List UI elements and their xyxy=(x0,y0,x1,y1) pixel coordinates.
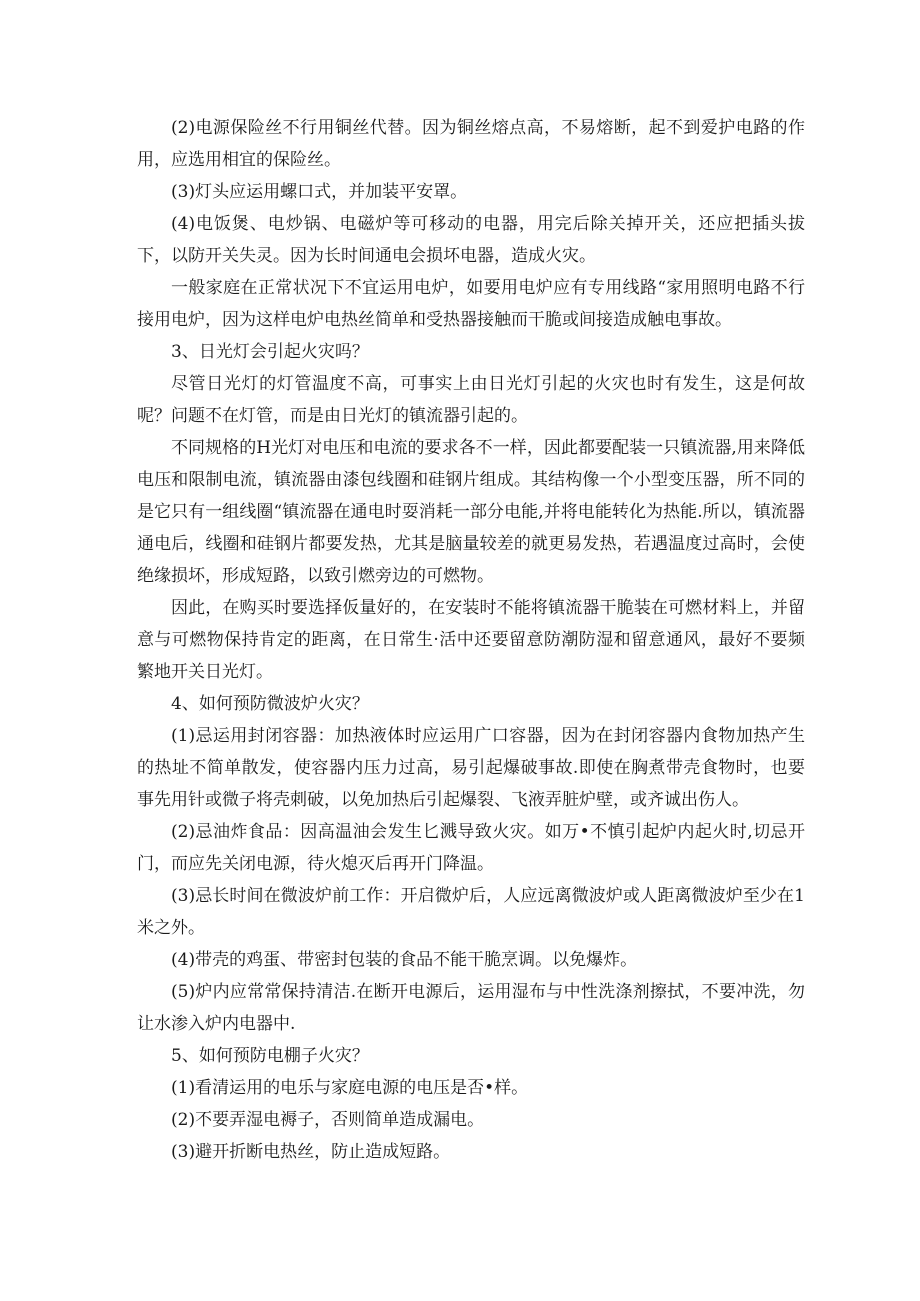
list-item: (4)电饭煲、电炒锅、电磁炉等可移动的电器，用完后除关掉开关，还应把插头拔下，以防开关失灵。因为长时间通电会损坏电器，造成火灾。 xyxy=(137,214,805,266)
list-item: (4)带壳的鸡蛋、带密封包装的食品不能干脆烹调。以免爆炸。 xyxy=(171,950,638,970)
body-paragraph: 因此，在购买时要选择仮量好的，在安装时不能将镇流器干脆装在可燃材料上，并留意与可燃物保持肯定的距离，在日常生·活中还要留意防潮防湿和留意通风，最好不要频繁地开关日光灯。 xyxy=(137,598,805,682)
list-item: (3)灯头应运用螺口式，并加装平安罩。 xyxy=(171,182,468,202)
list-item: (3)忌长时间在微波炉前工作：开启微炉后，人应远离微波炉或人距离微波炉至少在1米之外。 xyxy=(137,886,805,938)
section-heading: 5、如何预防电棚子火灾？ xyxy=(171,1046,369,1066)
body-paragraph: 不同规格的H光灯对电压和电流的要求各不一样，因此都要配装一只镇流器,用来降低电压和限制电流，镇流器由漆包线圈和硅钢片组成。其结构像一个小型变压器，所不同的是它只有一组线圈“镇流器在通电时耍消耗一部分电能,并将电能转化为热能.所以，镇流器通电后，线圈和硅钢片都要发热，尤其是脑量较差的就更易发热，若遇温度过高时，会使绝缘损坏，形成短路，以致引燃旁边的可燃物。 xyxy=(137,438,805,586)
list-item: (1)看清运用的电乐与家庭电源的电压是否•样。 xyxy=(171,1078,529,1098)
section-heading: 4、如何预防微波炉火灾？ xyxy=(171,694,369,714)
list-item: (2)电源保险丝不行用铜丝代替。因为铜丝熔点高，不易熔断，起不到爱护电路的作用，应选用相宜的保险丝。 xyxy=(137,118,805,170)
section-heading: 3、日光灯会引起火灾吗？ xyxy=(171,342,369,362)
body-paragraph: 尽管日光灯的灯管温度不高，可事实上由日光灯引起的火灾也时有发生，这是何故呢？问题不在灯管，而是由日光灯的镇流器引起的。 xyxy=(137,374,805,426)
document-body xyxy=(137,112,805,1168)
list-item: (1)忌运用封闭容器：加热液体时应运用广口容器，因为在封闭容器内食物加热产生的热址不简单散发，使容器内压力过高，易引起爆破事故.即使在胸煮带壳食物时，也要事先用针或微子将壳刺破，以免加热后引起爆裂、飞液弄脏炉壁，或齐诚出伤人。 xyxy=(137,726,805,810)
list-item: (5)炉内应常常保持清洁.在断开电源后，运用湿布与中性洗涤剂擦拭，不要冲洗，勿让水渗入炉内电器中. xyxy=(137,982,805,1034)
list-item: (2)不要弄湿电褥子，否则简单造成漏电。 xyxy=(171,1110,485,1130)
list-item: (2)忌油炸食品：因高温油会发生匕溅导致火灾。如万•不慎引起炉内起火时,切忌开门，而应先关闭电源，待火熄灭后再开门降温。 xyxy=(137,822,805,874)
list-item: (3)避开折断电热丝，防止造成短路。 xyxy=(171,1142,451,1162)
body-paragraph: 一般家庭在正常状况下不宜运用电炉，如要用电炉应有专用线路“家用照明电路不行接用电炉，因为这样电炉电热丝简单和受热器接触而干脆或间接造成触电事故。 xyxy=(137,278,805,330)
